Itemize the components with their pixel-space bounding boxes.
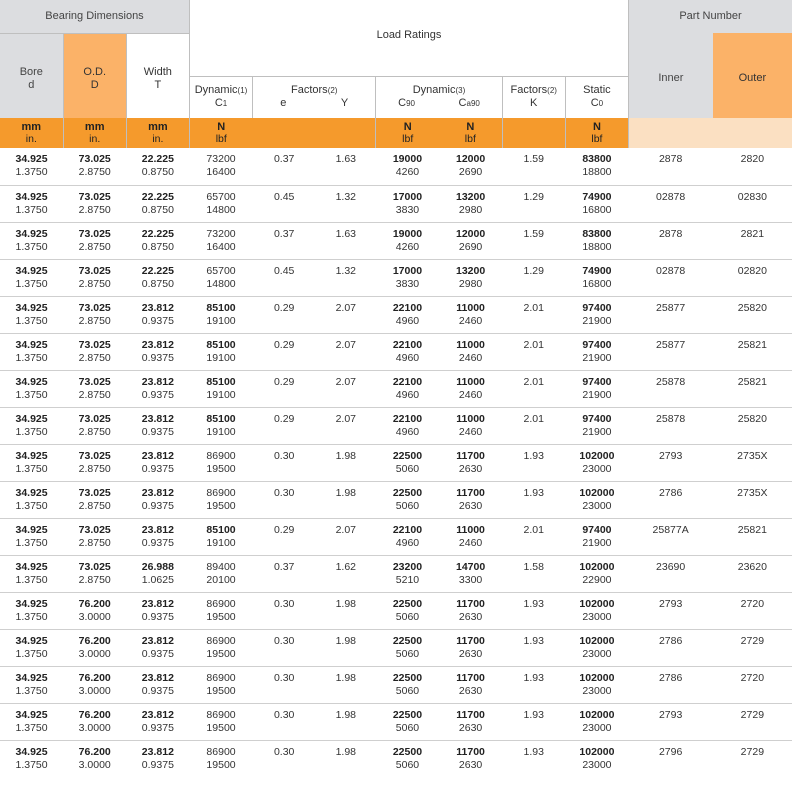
cell-inner: 23690 xyxy=(629,555,713,592)
cell-od: 73.025 2.8750 xyxy=(63,370,126,407)
cell-inner: 2793 xyxy=(629,444,713,481)
cell-outer: 25821 xyxy=(713,370,792,407)
cell-k: 1.29 xyxy=(502,185,565,222)
cell-c1: 85100 19100 xyxy=(189,333,252,370)
cell-ca90: 11700 2630 xyxy=(439,703,502,740)
table-row xyxy=(0,148,792,185)
cell-e: 0.30 xyxy=(273,745,295,758)
cell-k: 2.01 xyxy=(502,333,565,370)
table-row xyxy=(0,703,792,740)
cell-c90: 17000 3830 xyxy=(376,259,439,296)
cell-ca90: 11700 2630 xyxy=(439,629,502,666)
unit-e xyxy=(253,118,316,148)
cell-c0: 102000 23000 xyxy=(579,745,615,771)
cell-c90: 22100 4960 xyxy=(376,333,439,370)
cell-inner: 2878 xyxy=(629,222,713,259)
cell-c0: 97400 21900 xyxy=(565,333,628,370)
cell-ca90: 11000 2460 xyxy=(439,296,502,333)
cell-outer: 2720 xyxy=(713,592,792,629)
table-row xyxy=(0,518,792,555)
cell-c90: 23200 5210 xyxy=(376,555,439,592)
cell-e: 0.29 xyxy=(253,333,316,370)
cell-c0: 97400 21900 xyxy=(565,518,628,555)
cell-c1: 86900 19500 xyxy=(206,745,236,771)
cell-e: 0.30 xyxy=(253,703,316,740)
cell-ca90: 11000 2460 xyxy=(439,370,502,407)
unit-c0: N lbf xyxy=(565,118,628,148)
unit-c1: N lbf xyxy=(189,118,252,148)
cell-ca90: 11700 2630 xyxy=(439,444,502,481)
cell-width: 26.988 1.0625 xyxy=(126,555,189,592)
table-row xyxy=(0,592,792,629)
cell-c90: 22100 4960 xyxy=(376,296,439,333)
width-header xyxy=(126,33,189,118)
cell-od: 76.200 3.0000 xyxy=(63,666,126,703)
cell-c90: 22500 5060 xyxy=(376,481,439,518)
cell-c0: 83800 18800 xyxy=(565,148,628,185)
od-label: O.D. xyxy=(83,65,107,78)
cell-width: 23.812 0.9375 xyxy=(126,407,189,444)
cell-c1: 86900 19500 xyxy=(189,666,252,703)
cell-outer: 23620 xyxy=(713,555,792,592)
cell-y: 1.98 xyxy=(316,481,376,518)
cell-y: 2.07 xyxy=(316,407,376,444)
cell-ca90: 12000 2690 xyxy=(439,222,502,259)
static-label: Static xyxy=(583,84,611,97)
cell-ca90: 11700 2630 xyxy=(439,666,502,703)
cell-e: 0.30 xyxy=(253,666,316,703)
cell-inner: 25878 xyxy=(629,407,713,444)
cell-od: 73.025 2.8750 xyxy=(63,259,126,296)
cell-e: 0.29 xyxy=(253,296,316,333)
cell-bore: 34.925 1.3750 xyxy=(0,518,63,555)
cell-y: 1.98 xyxy=(316,629,376,666)
cell-e: 0.29 xyxy=(253,407,316,444)
cell-od: 73.025 2.8750 xyxy=(63,481,126,518)
cell-ca90: 13200 2980 xyxy=(439,185,502,222)
cell-inner: 2793 xyxy=(629,592,713,629)
width-label: Width xyxy=(143,65,172,78)
cell-width: 22.225 0.8750 xyxy=(126,222,189,259)
cell-inner: 25877 xyxy=(629,333,713,370)
cell-c90: 22500 5060 xyxy=(392,745,423,771)
cell-c90: 22500 5060 xyxy=(376,629,439,666)
factors1-label: Factors xyxy=(291,84,328,97)
cell-inner: 2796 xyxy=(658,745,683,758)
y-label: Y xyxy=(340,97,349,110)
unit-y xyxy=(316,118,376,148)
dynamic3-header xyxy=(376,76,502,118)
cell-k: 1.93 xyxy=(502,629,565,666)
cell-ca90: 11700 2630 xyxy=(439,592,502,629)
cell-c0: 102000 23000 xyxy=(565,444,628,481)
cell-inner: 2786 xyxy=(629,481,713,518)
cell-od: 73.025 2.8750 xyxy=(63,185,126,222)
factors1-header xyxy=(253,76,376,118)
cell-bore: 34.925 1.3750 xyxy=(0,666,63,703)
cell-c1: 73200 16400 xyxy=(189,148,252,185)
c1-sub: 1 xyxy=(222,99,228,109)
c90-label: C90 xyxy=(398,97,415,110)
cell-c1: 85100 19100 xyxy=(189,296,252,333)
cell-c0: 97400 21900 xyxy=(565,407,628,444)
cell-od: 73.025 2.8750 xyxy=(63,444,126,481)
cell-od: 76.200 3.0000 xyxy=(63,629,126,666)
unit-k xyxy=(502,118,565,148)
cell-y: 1.98 xyxy=(316,703,376,740)
cell-inner: 02878 xyxy=(629,185,713,222)
cell-width: 23.812 0.9375 xyxy=(126,518,189,555)
cell-outer: 2729 xyxy=(740,745,765,758)
bore-symbol: d xyxy=(28,78,35,91)
cell-c90: 17000 3830 xyxy=(376,185,439,222)
unit-od: mm in. xyxy=(63,118,126,148)
cell-c90: 22100 4960 xyxy=(376,407,439,444)
od-header xyxy=(63,33,126,118)
cell-k: 1.93 xyxy=(523,745,544,758)
unit-c90: N lbf xyxy=(376,118,439,148)
cell-c1: 89400 20100 xyxy=(189,555,252,592)
cell-e: 0.37 xyxy=(253,222,316,259)
cell-width: 23.812 0.9375 xyxy=(126,444,189,481)
cell-c0: 74900 16800 xyxy=(565,185,628,222)
cell-k: 1.93 xyxy=(502,444,565,481)
bore-label: Bore xyxy=(19,65,43,78)
cell-c90: 22100 4960 xyxy=(376,518,439,555)
part-number-header: Part Number xyxy=(629,0,792,33)
c0-label: C0 xyxy=(590,97,604,110)
cell-k: 2.01 xyxy=(502,296,565,333)
cell-od: 73.025 2.8750 xyxy=(63,296,126,333)
width-symbol: T xyxy=(154,78,162,91)
cell-outer: 2820 xyxy=(713,148,792,185)
cell-c1: 86900 19500 xyxy=(189,629,252,666)
cell-bore: 34.925 1.3750 xyxy=(0,148,63,185)
cell-width: 23.812 0.9375 xyxy=(126,296,189,333)
dynamic1-label: Dynamic xyxy=(194,84,238,97)
cell-width: 23.812 0.9375 xyxy=(126,333,189,370)
cell-c1: 85100 19100 xyxy=(189,407,252,444)
cell-od: 73.025 2.8750 xyxy=(63,222,126,259)
cell-width: 23.812 0.9375 xyxy=(126,629,189,666)
cell-k: 1.29 xyxy=(502,259,565,296)
cell-inner: 25877 xyxy=(629,296,713,333)
c1-symbol: C xyxy=(214,97,223,110)
cell-c0: 97400 21900 xyxy=(565,296,628,333)
cell-c1: 65700 14800 xyxy=(189,185,252,222)
cell-ca90: 11000 2460 xyxy=(439,518,502,555)
cell-c0: 102000 23000 xyxy=(565,481,628,518)
cell-c90: 19000 4260 xyxy=(376,148,439,185)
cell-e: 0.30 xyxy=(253,444,316,481)
table-row xyxy=(0,333,792,370)
cell-outer: 2729 xyxy=(713,703,792,740)
cell-bore: 34.925 1.3750 xyxy=(0,703,63,740)
table-row xyxy=(0,259,792,296)
unit-bore: mm in. xyxy=(0,118,63,148)
cell-e: 0.30 xyxy=(253,592,316,629)
dynamic1-note: (1) xyxy=(237,86,248,96)
cell-k: 1.59 xyxy=(502,222,565,259)
cell-width: 23.812 0.9375 xyxy=(126,370,189,407)
cell-od: 73.025 2.8750 xyxy=(63,407,126,444)
inner-header: Inner xyxy=(629,33,713,118)
cell-inner: 2786 xyxy=(629,629,713,666)
cell-y: 1.98 xyxy=(316,444,376,481)
table-row xyxy=(0,481,792,518)
cell-y: 2.07 xyxy=(316,333,376,370)
unit-inner xyxy=(629,118,713,148)
dynamic3-label: Dynamic xyxy=(412,84,456,97)
cell-c1: 65700 14800 xyxy=(189,259,252,296)
cell-od: 73.025 2.8750 xyxy=(63,148,126,185)
factors2-note: (2) xyxy=(547,86,557,96)
cell-c0: 97400 21900 xyxy=(565,370,628,407)
cell-ca90: 11700 2630 xyxy=(439,481,502,518)
cell-bore: 34.925 1.3750 xyxy=(0,629,63,666)
cell-c90: 22500 5060 xyxy=(376,444,439,481)
cell-od: 76.200 3.0000 xyxy=(63,703,126,740)
cell-y: 1.63 xyxy=(316,148,376,185)
cell-bore: 34.925 1.3750 xyxy=(0,592,63,629)
cell-inner: 02878 xyxy=(629,259,713,296)
cell-bore: 34.925 1.3750 xyxy=(0,333,63,370)
cell-inner: 2793 xyxy=(629,703,713,740)
cell-e: 0.45 xyxy=(253,185,316,222)
cell-y: 1.98 xyxy=(316,666,376,703)
cell-outer: 2720 xyxy=(713,666,792,703)
table-row xyxy=(0,666,792,703)
cell-inner: 2878 xyxy=(629,148,713,185)
cell-c90: 22500 5060 xyxy=(376,703,439,740)
cell-bore: 34.925 1.3750 xyxy=(0,259,63,296)
cell-c1: 86900 19500 xyxy=(189,481,252,518)
cell-y: 1.98 xyxy=(335,745,357,758)
cell-c1: 85100 19100 xyxy=(189,518,252,555)
cell-e: 0.37 xyxy=(253,148,316,185)
cell-outer: 02820 xyxy=(713,259,792,296)
cell-y: 1.98 xyxy=(316,592,376,629)
cell-c0: 102000 23000 xyxy=(565,703,628,740)
cell-c1: 73200 16400 xyxy=(189,222,252,259)
cell-od: 73.025 2.8750 xyxy=(63,518,126,555)
table-row xyxy=(0,185,792,222)
cell-bore: 34.925 1.3750 xyxy=(0,555,63,592)
cell-outer: 2735X xyxy=(713,444,792,481)
cell-width: 23.812 0.9375 xyxy=(126,481,189,518)
factors1-note: (2) xyxy=(327,86,338,96)
cell-outer: 25821 xyxy=(713,518,792,555)
cell-e: 0.37 xyxy=(253,555,316,592)
cell-e: 0.30 xyxy=(253,481,316,518)
cell-c0: 102000 22900 xyxy=(565,555,628,592)
cell-width: 23.812 0.9375 xyxy=(126,592,189,629)
factors2-label: Factors xyxy=(510,84,548,97)
cell-ca90: 11000 2460 xyxy=(439,333,502,370)
cell-k: 1.93 xyxy=(502,592,565,629)
k-label: K xyxy=(530,97,538,110)
cell-e: 0.30 xyxy=(253,629,316,666)
cell-y: 1.32 xyxy=(316,259,376,296)
cell-od: 73.025 2.8750 xyxy=(63,555,126,592)
load-ratings-header: Load Ratings xyxy=(189,0,628,76)
cell-y: 2.07 xyxy=(316,518,376,555)
ca90-label: Ca90 xyxy=(458,97,480,110)
cell-outer: 2821 xyxy=(713,222,792,259)
cell-c90: 22500 5060 xyxy=(376,666,439,703)
cell-outer: 2735X xyxy=(713,481,792,518)
units-row xyxy=(0,118,792,148)
cell-inner: 25878 xyxy=(629,370,713,407)
static-header xyxy=(565,76,628,118)
cell-k: 2.01 xyxy=(502,370,565,407)
cell-od: 76.200 3.0000 xyxy=(63,592,126,629)
cell-c0: 74900 16800 xyxy=(565,259,628,296)
cell-ca90: 12000 2690 xyxy=(439,148,502,185)
dynamic1-header xyxy=(189,76,252,118)
cell-e: 0.29 xyxy=(253,370,316,407)
cell-k: 1.93 xyxy=(502,666,565,703)
cell-c1: 86900 19500 xyxy=(189,444,252,481)
cell-c1: 86900 19500 xyxy=(189,703,252,740)
cell-bore: 34.925 1.3750 xyxy=(0,444,63,481)
cell-ca90: 13200 2980 xyxy=(439,259,502,296)
cell-outer: 02830 xyxy=(713,185,792,222)
cell-e: 0.45 xyxy=(253,259,316,296)
cell-width: 23.812 0.9375 xyxy=(141,745,174,771)
cell-e: 0.29 xyxy=(253,518,316,555)
table-row xyxy=(0,444,792,481)
cell-bore: 34.925 1.3750 xyxy=(0,370,63,407)
cell-outer: 25821 xyxy=(713,333,792,370)
table-row xyxy=(0,370,792,407)
cell-width: 22.225 0.8750 xyxy=(126,185,189,222)
cell-bore: 34.925 1.3750 xyxy=(15,745,48,771)
cell-inner: 2786 xyxy=(629,666,713,703)
factors2-header xyxy=(502,76,565,118)
cell-width: 23.812 0.9375 xyxy=(126,666,189,703)
cell-bore: 34.925 1.3750 xyxy=(0,407,63,444)
table-row xyxy=(0,296,792,333)
cell-bore: 34.925 1.3750 xyxy=(0,185,63,222)
cell-ca90: 11000 2460 xyxy=(439,407,502,444)
table-row xyxy=(0,740,792,777)
table-row xyxy=(0,407,792,444)
cell-c0: 102000 23000 xyxy=(565,666,628,703)
cell-k: 2.01 xyxy=(502,518,565,555)
table-row xyxy=(0,222,792,259)
cell-outer: 2729 xyxy=(713,629,792,666)
cell-bore: 34.925 1.3750 xyxy=(0,481,63,518)
data-rows xyxy=(0,148,792,777)
outer-header: Outer xyxy=(713,33,792,118)
cell-y: 2.07 xyxy=(316,296,376,333)
dynamic3-note: (3) xyxy=(455,86,466,96)
cell-width: 22.225 0.8750 xyxy=(126,148,189,185)
cell-outer: 25820 xyxy=(713,296,792,333)
cell-k: 2.01 xyxy=(502,407,565,444)
cell-c90: 19000 4260 xyxy=(376,222,439,259)
unit-width: mm in. xyxy=(126,118,189,148)
cell-k: 1.58 xyxy=(502,555,565,592)
e-label: e xyxy=(280,97,287,110)
cell-c0: 83800 18800 xyxy=(565,222,628,259)
table-row xyxy=(0,555,792,592)
cell-y: 1.62 xyxy=(316,555,376,592)
cell-width: 22.225 0.8750 xyxy=(126,259,189,296)
cell-k: 1.93 xyxy=(502,703,565,740)
cell-y: 1.63 xyxy=(316,222,376,259)
od-symbol: D xyxy=(90,78,99,91)
cell-outer: 25820 xyxy=(713,407,792,444)
cell-inner: 25877A xyxy=(629,518,713,555)
unit-outer xyxy=(713,118,792,148)
table-row xyxy=(0,629,792,666)
cell-c0: 102000 23000 xyxy=(565,629,628,666)
cell-c90: 22100 4960 xyxy=(376,370,439,407)
cell-y: 1.32 xyxy=(316,185,376,222)
unit-ca90: N lbf xyxy=(439,118,502,148)
bore-header xyxy=(0,33,63,118)
cell-c0: 102000 23000 xyxy=(565,592,628,629)
cell-bore: 34.925 1.3750 xyxy=(0,222,63,259)
cell-bore: 34.925 1.3750 xyxy=(0,296,63,333)
cell-k: 1.93 xyxy=(502,481,565,518)
cell-c1: 86900 19500 xyxy=(189,592,252,629)
cell-width: 23.812 0.9375 xyxy=(126,703,189,740)
cell-ca90: 11700 2630 xyxy=(456,745,485,771)
cell-od: 76.200 3.0000 xyxy=(78,745,111,771)
cell-y: 2.07 xyxy=(316,370,376,407)
cell-c90: 22500 5060 xyxy=(376,592,439,629)
cell-ca90: 14700 3300 xyxy=(439,555,502,592)
bearing-dimensions-header: Bearing Dimensions xyxy=(0,0,189,33)
cell-od: 73.025 2.8750 xyxy=(63,333,126,370)
cell-k: 1.59 xyxy=(502,148,565,185)
cell-c1: 85100 19100 xyxy=(189,370,252,407)
